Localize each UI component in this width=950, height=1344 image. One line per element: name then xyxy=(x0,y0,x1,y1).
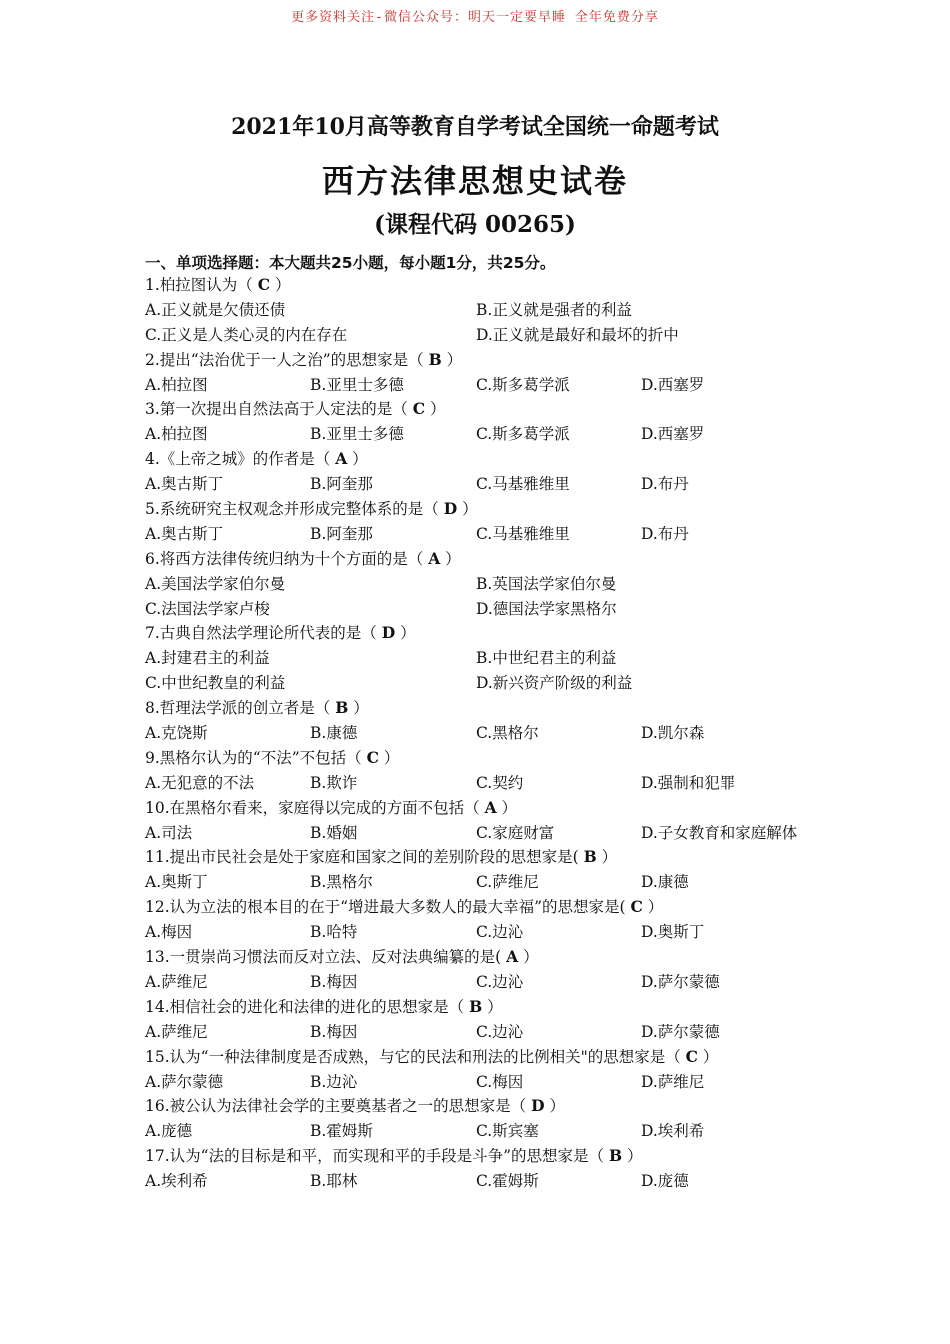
answer-key: B xyxy=(583,847,597,867)
option-c: C.法国法学家卢梭 xyxy=(145,599,270,618)
option-d: D.布丹 xyxy=(641,475,689,494)
option-a: A.梅因 xyxy=(145,923,193,942)
question-text: 8.哲理法学派的创立者是（ xyxy=(145,699,336,718)
option-d: D.庞德 xyxy=(641,1172,689,1191)
answer-key: B xyxy=(428,349,442,369)
question-stem xyxy=(145,621,845,646)
option-a: A.克饶斯 xyxy=(145,724,208,743)
option-b: B.梅因 xyxy=(310,1022,358,1041)
option-c: C.边沁 xyxy=(476,972,524,991)
question-text: 3.第一次提出自然法高于人定法的是（ xyxy=(145,400,413,419)
option-row xyxy=(145,572,845,597)
answer-key: C xyxy=(685,1046,698,1066)
question-text: 2.提出“法治优于一人之治”的思想家是（ xyxy=(145,350,429,369)
question-stem xyxy=(145,547,845,572)
option-d: D.西塞罗 xyxy=(641,425,705,444)
answer-key: D xyxy=(443,499,458,519)
option-a: A.萨维尼 xyxy=(145,972,208,991)
option-a: A.司法 xyxy=(145,823,193,842)
question-stem xyxy=(145,273,845,298)
option-b: B.耶林 xyxy=(310,1172,358,1191)
option-c: C.边沁 xyxy=(476,923,524,942)
option-d: D.子女教育和家庭解体 xyxy=(641,823,798,842)
answer-key: D xyxy=(531,1096,545,1116)
answer-key: B xyxy=(608,1146,623,1166)
option-a: A.庞德 xyxy=(145,1122,193,1141)
option-c: C.斯宾塞 xyxy=(476,1122,539,1141)
option-b: B.康德 xyxy=(310,724,358,743)
option-row xyxy=(145,1070,845,1095)
option-a: A.正义就是欠债还债 xyxy=(145,300,286,319)
option-a: A.无犯意的不法 xyxy=(145,773,255,792)
option-d: D.萨尔蒙德 xyxy=(641,1022,720,1041)
answer-key: D xyxy=(381,623,396,643)
option-a: A.柏拉图 xyxy=(145,375,208,394)
question-text: 14.相信社会的进化和法律的进化的思想家是（ xyxy=(145,997,470,1016)
answer-key: C xyxy=(412,399,426,419)
option-b: B.黑格尔 xyxy=(310,873,373,892)
question-stem xyxy=(145,895,845,920)
option-d: D.奥斯丁 xyxy=(641,923,705,942)
question-stem xyxy=(145,845,845,870)
option-c: C.黑格尔 xyxy=(476,724,539,743)
answer-key: C xyxy=(366,747,379,767)
question-text: 9.黑格尔认为的“不法”不包括（ xyxy=(145,748,367,767)
option-c: C.马基雅维里 xyxy=(476,524,570,543)
option-d: D.强制和犯罪 xyxy=(641,773,736,792)
option-c: C.梅因 xyxy=(476,1072,524,1091)
exam-title: 2021年10月高等教育自学考试全国统一命题考试 xyxy=(231,114,719,140)
question-text: 7.古典自然法学理论所代表的是（ xyxy=(145,624,382,643)
question-bracket: ） xyxy=(496,798,518,817)
question-stem xyxy=(145,497,845,522)
option-row xyxy=(145,472,845,497)
option-row xyxy=(145,821,845,846)
option-b: B.霍姆斯 xyxy=(310,1122,373,1141)
option-b: B.阿奎那 xyxy=(310,475,373,494)
question-text: 15.认为“一种法律制度是否成熟，与它的民法和刑法的比例相关"的思想家是（ xyxy=(145,1047,686,1066)
option-row xyxy=(145,323,845,348)
question-bracket: ） xyxy=(642,898,664,917)
option-row xyxy=(145,1169,845,1194)
question-bracket: ） xyxy=(270,276,291,294)
question-stem xyxy=(145,397,845,422)
question-text: 12.认为立法的根本目的在于“增进最大多数人的最大幸福”的思想家是( xyxy=(145,898,631,917)
option-a: A.奥古斯丁 xyxy=(145,524,224,543)
question-text: 10.在黑格尔看来，家庭得以完成的方面不包括（ xyxy=(145,798,485,817)
answer-key: A xyxy=(484,797,497,817)
question-stem xyxy=(145,348,845,373)
option-a: A.封建君主的利益 xyxy=(145,649,270,668)
option-b: B.欺诈 xyxy=(310,773,358,792)
option-row xyxy=(145,422,845,447)
question-text: 4.《上帝之城》的作者是（ xyxy=(145,450,336,469)
answer-key: A xyxy=(506,947,519,967)
question-bracket: ） xyxy=(348,699,369,718)
question-bracket: ） xyxy=(395,624,416,643)
question-text: 16.被公认为法律社会学的主要奠基者之一的思想家是（ xyxy=(145,1097,532,1116)
option-a: A.柏拉图 xyxy=(145,425,208,444)
option-row xyxy=(145,771,845,796)
option-a: A.奥古斯丁 xyxy=(145,475,224,494)
answer-key: A xyxy=(335,449,348,469)
answer-key: A xyxy=(428,548,441,568)
answer-key: C xyxy=(630,897,643,917)
question-text: 17.认为“法的目标是和平，而实现和平的手段是斗争”的思想家是（ xyxy=(145,1147,609,1166)
option-d: D.正义就是最好和最坏的折中 xyxy=(476,325,679,344)
course-code: (课程代码 00265) xyxy=(374,211,576,238)
option-c: C.马基雅维里 xyxy=(476,475,570,494)
option-b: B.英国法学家伯尔曼 xyxy=(476,574,617,593)
option-d: D.埃利希 xyxy=(641,1122,705,1141)
answer-key: C xyxy=(257,275,271,294)
option-a: A.美国法学家伯尔曼 xyxy=(145,574,286,593)
question-bracket: ） xyxy=(378,748,400,767)
option-d: D.凯尔森 xyxy=(641,724,705,743)
option-c: C.正义是人类心灵的内在存在 xyxy=(145,325,348,344)
option-c: C.契约 xyxy=(476,773,524,792)
question-stem xyxy=(145,945,845,970)
question-text: 1.柏拉图认为（ xyxy=(145,276,258,294)
question-list xyxy=(145,273,845,1194)
option-b: B.婚姻 xyxy=(310,823,358,842)
option-b: B.亚里士多德 xyxy=(310,375,404,394)
option-b: B.亚里士多德 xyxy=(310,425,404,444)
question-bracket: ） xyxy=(457,500,478,519)
option-b: B.哈特 xyxy=(310,923,358,942)
option-a: A.萨维尼 xyxy=(145,1022,208,1041)
question-bracket: ） xyxy=(482,997,503,1016)
question-bracket: ） xyxy=(441,350,463,369)
question-bracket: ） xyxy=(347,450,368,469)
option-row xyxy=(145,870,845,895)
option-a: A.埃利希 xyxy=(145,1172,208,1191)
question-bracket: ） xyxy=(425,400,446,419)
question-stem xyxy=(145,1045,845,1070)
question-bracket: ） xyxy=(440,549,461,568)
paper-title: 西方法律思想史试卷 xyxy=(321,162,628,200)
option-d: D.西塞罗 xyxy=(641,375,705,394)
option-c: C.边沁 xyxy=(476,1022,524,1041)
option-d: D.新兴资产阶级的利益 xyxy=(476,674,633,693)
question-stem xyxy=(145,696,845,721)
question-bracket: ） xyxy=(518,948,539,967)
question-bracket: ） xyxy=(596,848,618,867)
question-stem xyxy=(145,1094,845,1119)
section-heading: 一、单项选择题：本大题共25小题，每小题1分，共25分。 xyxy=(145,254,556,272)
option-c: C.中世纪教皇的利益 xyxy=(145,674,286,693)
option-b: B.正义就是强者的利益 xyxy=(476,300,632,319)
option-c: C.霍姆斯 xyxy=(476,1172,539,1191)
option-row xyxy=(145,920,845,945)
option-b: B.梅因 xyxy=(310,972,358,991)
question-stem xyxy=(145,447,845,472)
question-stem xyxy=(145,995,845,1020)
option-b: B.边沁 xyxy=(310,1072,358,1091)
question-bracket: ） xyxy=(697,1047,719,1066)
question-text: 11.提出市民社会是处于家庭和国家之间的差别阶段的思想家是( xyxy=(145,848,584,867)
option-a: A.萨尔蒙德 xyxy=(145,1072,224,1091)
option-b: B.中世纪君主的利益 xyxy=(476,649,617,668)
option-row xyxy=(145,522,845,547)
question-bracket: ） xyxy=(544,1097,565,1116)
option-c: C.萨维尼 xyxy=(476,873,539,892)
option-row xyxy=(145,721,845,746)
question-text: 13.一贯崇尚习惯法而反对立法、反对法典编纂的是( xyxy=(145,948,507,967)
option-c: C.斯多葛学派 xyxy=(476,375,570,394)
option-d: D.布丹 xyxy=(641,524,689,543)
question-stem xyxy=(145,1144,845,1169)
option-d: D.康德 xyxy=(641,873,689,892)
option-row xyxy=(145,970,845,995)
option-c: C.家庭财富 xyxy=(476,823,555,842)
option-d: D.萨尔蒙德 xyxy=(641,972,720,991)
option-row xyxy=(145,1020,845,1045)
question-stem xyxy=(145,746,845,771)
option-d: D.萨维尼 xyxy=(641,1072,705,1091)
answer-key: B xyxy=(469,996,483,1016)
option-row xyxy=(145,671,845,696)
option-a: A.奥斯丁 xyxy=(145,873,208,892)
question-text: 6.将西方法律传统归纳为十个方面的是（ xyxy=(145,549,429,568)
answer-key: B xyxy=(335,698,349,718)
option-row xyxy=(145,298,845,323)
question-text: 5.系统研究主权观念并形成完整体系的是（ xyxy=(145,500,444,519)
option-row xyxy=(145,1119,845,1144)
option-b: B.阿奎那 xyxy=(310,524,373,543)
option-d: D.德国法学家黑格尔 xyxy=(476,599,617,618)
option-row xyxy=(145,597,845,622)
option-c: C.斯多葛学派 xyxy=(476,425,570,444)
question-stem xyxy=(145,796,845,821)
question-bracket: ） xyxy=(622,1147,643,1166)
option-row xyxy=(145,646,845,671)
option-row xyxy=(145,373,845,398)
promo-banner: 更多资料关注-微信公众号：明天一定要早睡 全年免费分享 xyxy=(291,10,659,25)
